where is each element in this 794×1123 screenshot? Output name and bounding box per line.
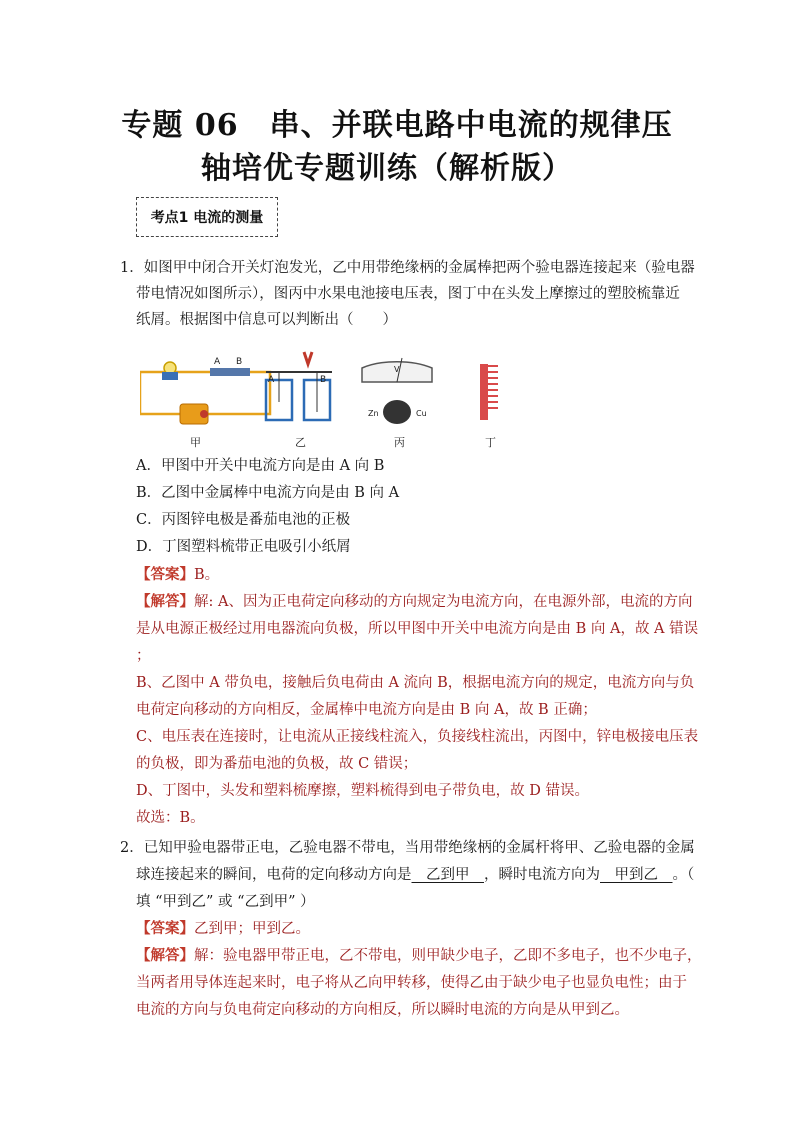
q1-explain-line-3: ；: [136, 648, 151, 664]
q1-explain-line-2: 是从电源正极经过用电器流向负极，所以甲图中开关中电流方向是由 B 向 A，故 A 错误: [136, 621, 699, 637]
voltmeter-diagram: [362, 358, 432, 424]
q1-figure: [140, 342, 510, 452]
q2-explain-text-1: 解：验电器甲带正电，乙不带电，则甲缺少电子，乙即不多电子，也不少电子，: [194, 948, 702, 964]
q1-explain-line-6: C、电压表在连接时，让电流从正接线柱流入，负接线柱流出，丙图中，锌电极接电压表: [136, 729, 699, 745]
q2-answer-value: 乙到甲；甲到乙。: [194, 921, 310, 937]
q2-blank-2: 甲到乙: [600, 867, 673, 883]
q1-explain-line-9: 故选：B。: [136, 810, 205, 826]
label-b-2: B: [320, 375, 327, 385]
circuit-diagram: [140, 357, 270, 424]
q2-stem-line-1: 2．已知甲验电器带正电，乙验电器不带电，当用带绝缘柄的金属杆将甲、乙验电器的金属: [120, 840, 695, 856]
q1-stem-line-3: 纸屑。根据图中信息可以判断出（ ）: [136, 312, 397, 328]
label-v: V: [394, 365, 400, 374]
q1-option-a: A．甲图中开关中电流方向是由 A 向 B: [136, 458, 385, 474]
q2-stem-part-b: ，瞬时电流方向为: [484, 867, 600, 883]
topic-box: 考点1 电流的测量: [136, 197, 278, 237]
comb-diagram: [480, 364, 498, 420]
q1-explain-line-7: 的负极，即为番茄电池的负极，故 C 错误；: [136, 756, 418, 772]
page-title-line2: 轴培优专题训练（解析版）: [201, 151, 573, 186]
q2-stem-part-a: 球连接起来的瞬间，电荷的定向移动方向是: [136, 867, 412, 883]
q2-answer: [136, 919, 310, 939]
q1-answer: [136, 565, 219, 585]
electroscopes-diagram: [266, 352, 332, 420]
label-b: B: [236, 357, 243, 367]
label-bing: 丙: [394, 436, 405, 449]
q1-explain-line-4: B、乙图中 A 带负电，接触后负电荷由 A 流向 B，根据电流方向的规定，电流方向与负: [136, 675, 695, 691]
label-jia: 甲: [190, 436, 201, 449]
label-cu: Cu: [416, 409, 427, 418]
switch-icon: [210, 368, 250, 376]
page-title-line1: 专题 06 串、并联电路中电流的规律压: [121, 108, 673, 143]
q2-explain-line-3: 电流的方向与负电荷定向移动的方向相反，所以瞬时电流的方向是从甲到乙。: [136, 1002, 629, 1018]
q1-answer-value: B。: [194, 567, 220, 583]
label-a-2: A: [268, 375, 275, 385]
q2-explain-line-1: [136, 946, 702, 966]
q2-explain-line-2: 当两者用导体连起来时，电子将从乙向甲转移，使得乙由于缺少电子也显负电性；由于: [136, 975, 687, 991]
q2-stem-part-c: 。（: [672, 867, 695, 883]
q1-answer-label: 【答案】: [136, 566, 194, 583]
tomato-battery-icon: [383, 400, 411, 424]
label-a: A: [214, 357, 221, 367]
q1-option-b: B．乙图中金属棒中电流方向是由 B 向 A: [136, 485, 400, 501]
q2-explain-label: 【解答】: [136, 947, 194, 964]
q2-stem-line-3: 填 “甲到乙” 或 “乙到甲” ）: [136, 894, 315, 910]
q1-explain-line-5: 电荷定向移动的方向相反，金属棒中电流方向是由 B 向 A，故 B 正确；: [136, 702, 597, 718]
q1-stem-line-2: 带电情况如图所示），图丙中水果电池接电压表，图丁中在头发上摩擦过的塑胶梳靠近: [136, 286, 680, 302]
q1-explain-label: 【解答】: [136, 593, 194, 610]
q1-option-d: D．丁图塑料梳带正电吸引小纸屑: [136, 539, 351, 555]
label-yi: 乙: [295, 436, 306, 449]
q1-explain-line-1: [136, 592, 692, 612]
q1-stem-line-1: 1．如图甲中闭合开关灯泡发光，乙中用带绝缘柄的金属棒把两个验电器连接起来（验电器: [120, 260, 695, 276]
q2-stem-line-2: [136, 865, 694, 885]
label-zn: Zn: [368, 409, 379, 418]
q1-explain-text-1: 解: A、因为正电荷定向移动的方向规定为电流方向，在电源外部，电流的方向: [194, 594, 693, 610]
comb-icon: [480, 364, 488, 420]
q1-explain-line-8: D、丁图中，头发和塑料梳摩擦，塑料梳得到电子带负电，故 D 错误。: [136, 783, 589, 799]
q2-answer-label: 【答案】: [136, 920, 194, 937]
label-ding: 丁: [485, 436, 496, 449]
q2-blank-1: 乙到甲: [411, 867, 484, 883]
q1-option-c: C．丙图锌电极是番茄电池的正极: [136, 512, 351, 528]
